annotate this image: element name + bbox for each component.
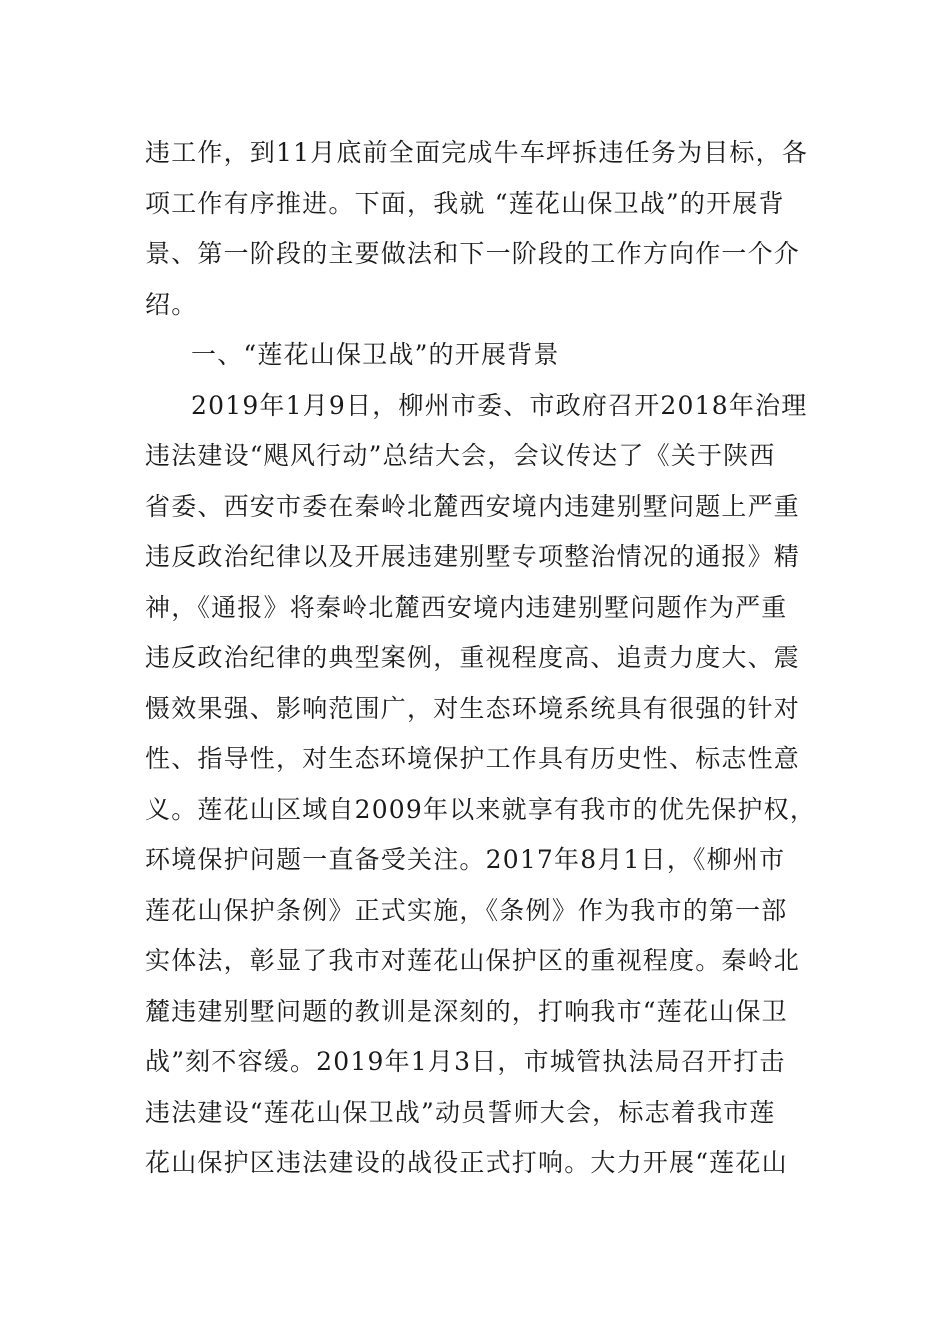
body-line: 花山保护区违法建设的战役正式打响。大力开展“莲花山 <box>145 1148 788 1177</box>
body-line: 省委、西安市委在秦岭北麓西安境内违建别墅问题上严重 <box>145 491 801 521</box>
body-line: 绍。 <box>145 289 198 319</box>
body-line: 违工作，到11月底前全面完成牛车坪拆违任务为目标，各 <box>145 138 809 167</box>
body-line: 违法建设“飓风行动”总结大会，会议传达了《关于陕西 <box>145 441 776 470</box>
body-line: 神，《通报》将秦岭北麓西安境内违建别墅问题作为严重 <box>145 592 788 622</box>
body-line: 战”刻不容缓。2019年1月3日，市城管执法局召开打击 <box>145 1047 786 1076</box>
body-line: 违法建设“莲花山保卫战”动员誓师大会，标志着我市莲 <box>145 1097 776 1127</box>
body-line: 麓违建别墅问题的教训是深刻的，打响我市“莲花山保卫 <box>145 996 788 1026</box>
body-line: 项工作有序推进。下面，我就 “莲花山保卫战”的开展背 <box>145 188 785 218</box>
body-line: 性、指导性，对生态环境保护工作具有历史性、标志性意 <box>145 744 801 773</box>
body-line: 2019年1月9日，柳州市委、市政府召开2018年治理 <box>191 390 808 420</box>
body-line: 违反政治纪律以及开展违建别墅专项整治情况的通报》精 <box>145 542 801 571</box>
body-line: 慑效果强、影响范围广，对生态环境系统具有很强的针对 <box>145 693 801 723</box>
body-line: 景、第一阶段的主要做法和下一阶段的工作方向作一个介 <box>145 239 801 268</box>
section-heading: 一、“莲花山保卫战”的开展背景 <box>191 340 560 369</box>
body-line: 义。莲花山区域自2009年以来就享有我市的优先保护权， <box>145 794 817 824</box>
body-line: 莲花山保护条例》正式实施，《条例》作为我市的第一部 <box>145 895 788 925</box>
document-body <box>145 128 817 1189</box>
body-line: 环境保护问题一直备受关注。2017年8月1日，《柳州市 <box>145 845 786 874</box>
body-line: 实体法，彰显了我市对莲花山保护区的重视程度。秦岭北 <box>145 946 801 975</box>
body-line: 违反政治纪律的典型案例，重视程度高、追责力度大、震 <box>145 643 801 672</box>
